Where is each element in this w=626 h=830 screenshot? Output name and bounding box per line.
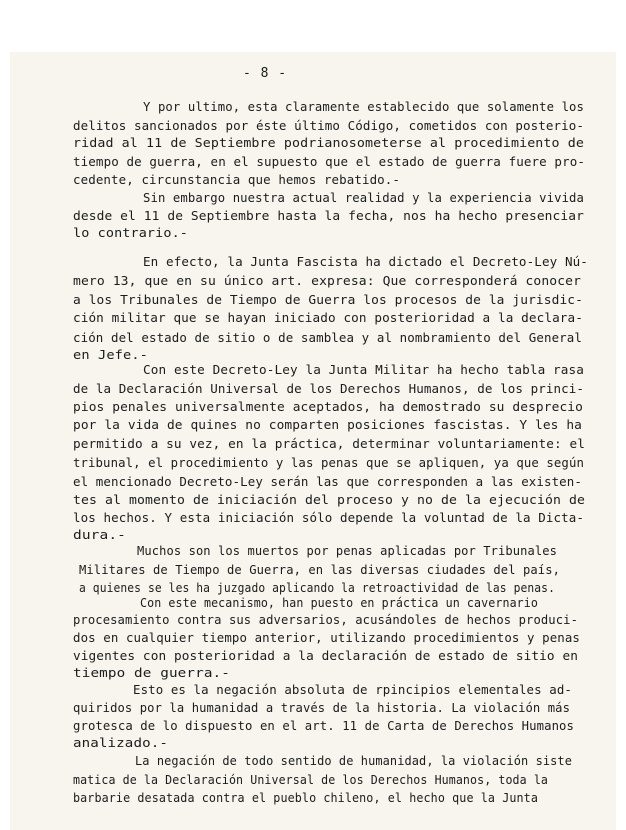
text-line: matica de la Declaración Universal de los Derechos Humanos, toda la [73,772,549,787]
text-line: dura.- [73,527,127,542]
text-line: En efecto, la Junta Fascista ha dictado el Decreto-Ley Nú- [143,254,588,269]
text-line: cedente, circunstancia que hemos rebatido.- [73,172,400,187]
text-line: Sin embargo nuestra actual realidad y la experiencia vivida [143,190,585,205]
text-line: Militares de Tiempo de Guerra, en las diversas ciudades del país, [79,562,560,577]
text-line: ridad al 11 de Septiembre podrianosometerse al procedimiento de [73,135,584,150]
text-line: analizado.- [73,735,168,750]
text-line: barbarie desatada contra el pueblo chileno, el hecho que la Junta [73,790,538,805]
text-line: por la vida de quines no comparten posiciones fascistas. Y les ha [73,417,583,432]
text-line: de la Declaración Universal de los Derechos Humanos, de los princi- [73,381,585,396]
text-line: Con este Decreto-Ley la Junta Militar ha hecho tabla rasa [143,362,585,377]
text-line: quiridos por la humanidad a través de la historia. La violación más [73,700,571,715]
text-line: a los Tribunales de Tiempo de Guerra los procesos de la jurisdic- [73,292,583,307]
text-line: Esto es la negación absoluta de rpincipios elementales ad- [133,682,572,697]
text-line: el mencionado Decreto-Ley serán las que corresponden a las existen- [73,474,582,489]
text-line: dos en cualquier tiempo anterior, utilizando procedimientos y penas [73,630,580,645]
text-line: los hechos. Y esta iniciación sólo depende la voluntad de la Dicta- [73,510,585,525]
text-line: en Jefe.- [73,347,148,362]
text-line: a quienes se les ha juzgado aplicando la retroactividad de las penas. [79,580,555,595]
text-line: permitido a su vez, en la práctica, determinar voluntariamente: el [73,436,586,451]
text-line: desde el 11 de Septiembre hasta la fecha, nos ha hecho presenciar [73,208,584,223]
text-line: Muchos son los muertos por penas aplicadas por Tribunales [137,543,557,558]
text-line: tes al momento de iniciación del proceso y no de la ejecución de [73,492,586,507]
text-line: tiempo de guerra.- [73,665,231,680]
text-line: ción militar que se hayan iniciado con posterioridad a la declara- [73,310,583,325]
text-line: Con este mecanismo, han puesto en práctica un cavernario [140,595,539,610]
text-line: grotesca de lo dispuesto en el art. 11 de Carta de Derechos Humanos [73,718,575,733]
text-line: Y por ultimo, esta claramente establecido que solamente los [143,99,585,114]
text-line: procesamiento contra sus adversarios, acusándoles de hechos produci- [73,612,579,627]
page-number: - 8 - [243,66,288,81]
text-line: ción del estado de sitio o de samblea y al nombramiento del General [73,330,582,345]
text-line: pios penales universalmente aceptados, ha demostrado su desprecio [73,399,583,414]
text-line: lo contrario.- [73,225,188,240]
text-line: vigentes con posterioridad a la declaración de estado de sitio en [73,648,578,663]
text-line: delitos sancionados por éste último Código, cometidos con posterio- [73,118,585,133]
text-line: tribunal, el procedimiento y las penas que se apliquen, ya que según [73,455,584,470]
text-line: La negación de todo sentido de humanidad, la violación siste [135,753,573,768]
text-line: mero 13, que en su único art. expresa: Que corresponderá conocer [73,273,582,288]
text-line: tiempo de guerra, en el supuesto que el estado de guerra fuere pro- [73,154,585,169]
